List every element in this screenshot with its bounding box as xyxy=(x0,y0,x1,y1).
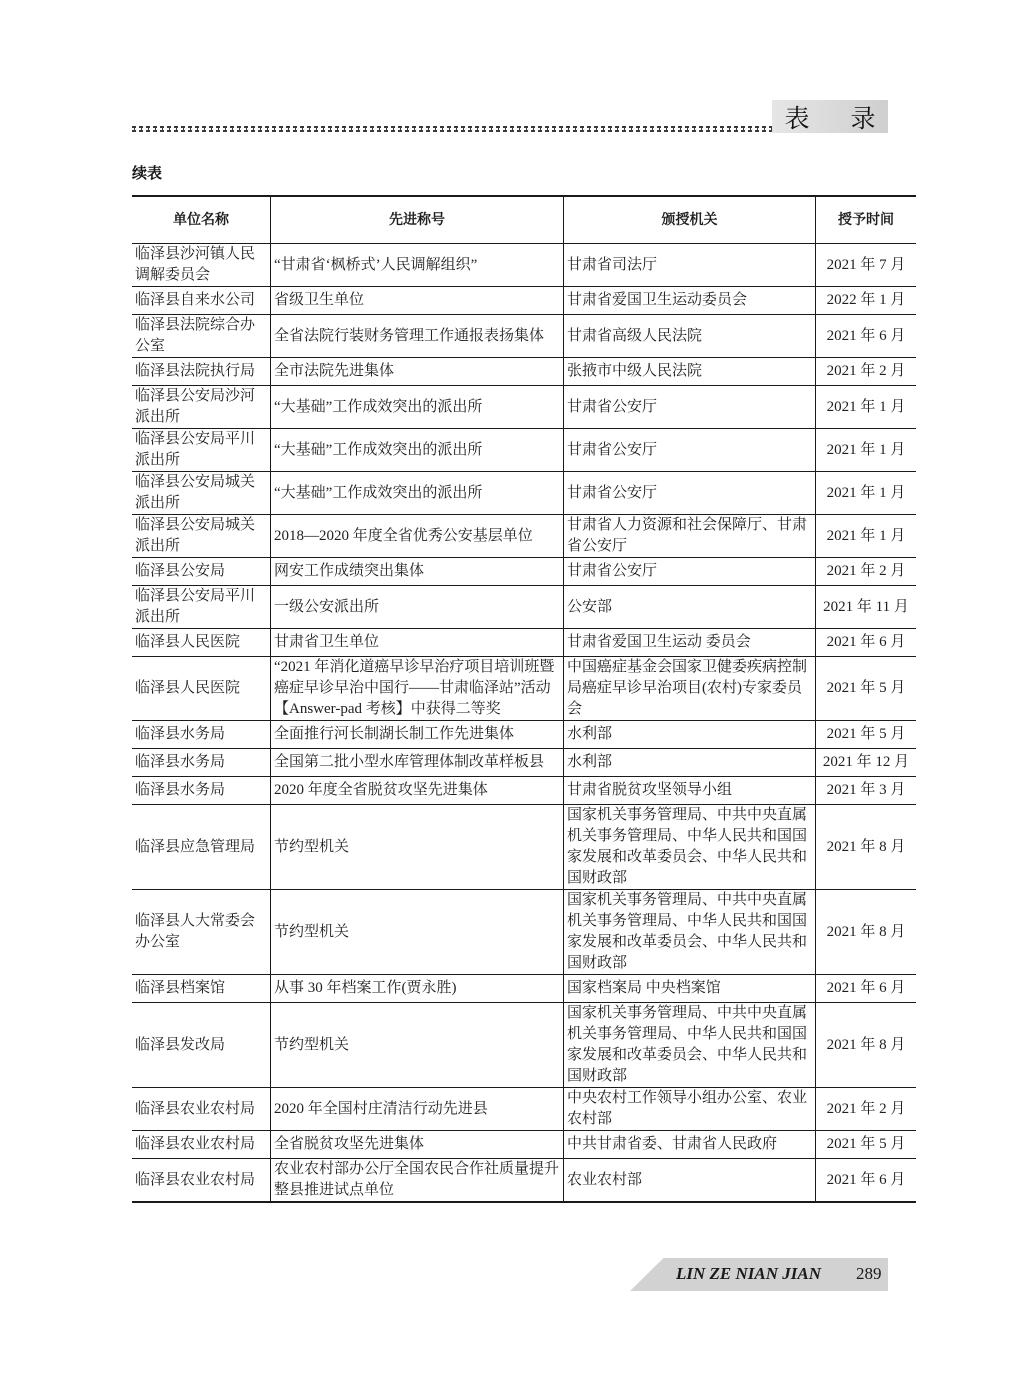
cell-awarding-body: 甘肃省公安厅 xyxy=(564,472,816,515)
table-row xyxy=(132,721,916,749)
cell-award-date: 2021 年 8 月 xyxy=(816,890,917,975)
cell-awarding-body: 甘肃省公安厅 xyxy=(564,429,816,472)
table-header-row xyxy=(132,196,916,244)
column-header-unit-name: 单位名称 xyxy=(132,196,271,244)
footer-page-number: 289 xyxy=(856,1264,882,1283)
cell-unit-name: 临泽县公安局平川派出所 xyxy=(132,429,271,472)
cell-awarding-body: 甘肃省公安厅 xyxy=(564,558,816,586)
cell-award-date: 2021 年 2 月 xyxy=(816,558,917,586)
cell-honor-title: 全省法院行装财务管理工作通报表扬集体 xyxy=(271,315,564,358)
cell-unit-name: 临泽县水务局 xyxy=(132,749,271,777)
cell-awarding-body: 水利部 xyxy=(564,721,816,749)
cell-honor-title: “大基础”工作成效突出的派出所 xyxy=(271,472,564,515)
header-decoration-line xyxy=(132,126,772,132)
cell-award-date: 2021 年 12 月 xyxy=(816,749,917,777)
cell-honor-title: 2018—2020 年度全省优秀公安基层单位 xyxy=(271,515,564,558)
cell-honor-title: 节约型机关 xyxy=(271,805,564,890)
cell-honor-title: 网安工作成绩突出集体 xyxy=(271,558,564,586)
cell-award-date: 2021 年 8 月 xyxy=(816,805,917,890)
cell-award-date: 2021 年 6 月 xyxy=(816,629,917,657)
cell-honor-title: 农业农村部办公厅全国农民合作社质量提升整县推进试点单位 xyxy=(271,1159,564,1203)
footer-running-title: LIN ZE NIAN JIAN xyxy=(676,1264,821,1283)
cell-award-date: 2021 年 1 月 xyxy=(816,472,917,515)
table-row xyxy=(132,749,916,777)
cell-awarding-body: 国家机关事务管理局、中共中央直属机关事务管理局、中华人民共和国国家发展和改革委员会、中华人民共和国财政部 xyxy=(564,890,816,975)
table-row xyxy=(132,1088,916,1131)
table-continued-label: 续表 xyxy=(132,164,163,182)
cell-award-date: 2021 年 2 月 xyxy=(816,358,917,386)
table-row xyxy=(132,1131,916,1159)
cell-unit-name: 临泽县公安局城关派出所 xyxy=(132,472,271,515)
cell-unit-name: 临泽县应急管理局 xyxy=(132,805,271,890)
cell-honor-title: 甘肃省卫生单位 xyxy=(271,629,564,657)
cell-awarding-body: 公安部 xyxy=(564,586,816,629)
cell-unit-name: 临泽县农业农村局 xyxy=(132,1131,271,1159)
cell-honor-title: “大基础”工作成效突出的派出所 xyxy=(271,429,564,472)
cell-honor-title: 全市法院先进集体 xyxy=(271,358,564,386)
table-row xyxy=(132,890,916,975)
cell-unit-name: 临泽县档案馆 xyxy=(132,975,271,1003)
cell-award-date: 2021 年 11 月 xyxy=(816,586,917,629)
cell-unit-name: 临泽县人大常委会办公室 xyxy=(132,890,271,975)
cell-award-date: 2021 年 1 月 xyxy=(816,515,917,558)
cell-award-date: 2021 年 1 月 xyxy=(816,386,917,429)
cell-unit-name: 临泽县人民医院 xyxy=(132,629,271,657)
cell-honor-title: 2020 年全国村庄清洁行动先进县 xyxy=(271,1088,564,1131)
cell-unit-name: 临泽县法院执行局 xyxy=(132,358,271,386)
table-row xyxy=(132,805,916,890)
table-row xyxy=(132,287,916,315)
cell-award-date: 2021 年 6 月 xyxy=(816,315,917,358)
cell-award-date: 2021 年 6 月 xyxy=(816,1159,917,1203)
cell-awarding-body: 甘肃省爱国卫生运动委员会 xyxy=(564,287,816,315)
table-row xyxy=(132,515,916,558)
cell-award-date: 2021 年 2 月 xyxy=(816,1088,917,1131)
cell-unit-name: 临泽县沙河镇人民调解委员会 xyxy=(132,244,271,287)
cell-awarding-body: 甘肃省脱贫攻坚领导小组 xyxy=(564,777,816,805)
cell-awarding-body: 甘肃省高级人民法院 xyxy=(564,315,816,358)
cell-unit-name: 临泽县公安局平川派出所 xyxy=(132,586,271,629)
page-header-title: 表 录 xyxy=(784,103,884,133)
column-header-awarding-body: 颁授机关 xyxy=(564,196,816,244)
cell-honor-title: 节约型机关 xyxy=(271,890,564,975)
cell-awarding-body: 国家机关事务管理局、中共中央直属机关事务管理局、中华人民共和国国家发展和改革委员会、中华人民共和国财政部 xyxy=(564,805,816,890)
table-row xyxy=(132,386,916,429)
cell-awarding-body: 国家机关事务管理局、中共中央直属机关事务管理局、中华人民共和国国家发展和改革委员会、中华人民共和国财政部 xyxy=(564,1003,816,1088)
table-row xyxy=(132,429,916,472)
cell-honor-title: 全面推行河长制湖长制工作先进集体 xyxy=(271,721,564,749)
table-row xyxy=(132,558,916,586)
table-row xyxy=(132,358,916,386)
cell-award-date: 2021 年 1 月 xyxy=(816,429,917,472)
section-title-box xyxy=(772,100,888,133)
cell-award-date: 2021 年 6 月 xyxy=(816,975,917,1003)
cell-awarding-body: 水利部 xyxy=(564,749,816,777)
table-row xyxy=(132,777,916,805)
table-row xyxy=(132,315,916,358)
cell-unit-name: 临泽县公安局 xyxy=(132,558,271,586)
cell-awarding-body: 国家档案局 中央档案馆 xyxy=(564,975,816,1003)
cell-honor-title: 全省脱贫攻坚先进集体 xyxy=(271,1131,564,1159)
cell-awarding-body: 甘肃省司法厅 xyxy=(564,244,816,287)
awards-table xyxy=(132,195,916,1203)
cell-unit-name: 临泽县公安局沙河派出所 xyxy=(132,386,271,429)
cell-honor-title: “甘肃省‘枫桥式’人民调解组织” xyxy=(271,244,564,287)
cell-award-date: 2021 年 3 月 xyxy=(816,777,917,805)
cell-award-date: 2021 年 8 月 xyxy=(816,1003,917,1088)
column-header-honor-title: 先进称号 xyxy=(271,196,564,244)
cell-award-date: 2021 年 5 月 xyxy=(816,721,917,749)
cell-awarding-body: 中共甘肃省委、甘肃省人民政府 xyxy=(564,1131,816,1159)
cell-honor-title: 2020 年度全省脱贫攻坚先进集体 xyxy=(271,777,564,805)
cell-honor-title: 全国第二批小型水库管理体制改革样板县 xyxy=(271,749,564,777)
table-row xyxy=(132,472,916,515)
cell-award-date: 2022 年 1 月 xyxy=(816,287,917,315)
table-row xyxy=(132,975,916,1003)
cell-unit-name: 临泽县农业农村局 xyxy=(132,1159,271,1203)
cell-awarding-body: 中国癌症基金会国家卫健委疾病控制局癌症早诊早治项目(农村)专家委员会 xyxy=(564,657,816,721)
cell-unit-name: 临泽县农业农村局 xyxy=(132,1088,271,1131)
cell-award-date: 2021 年 5 月 xyxy=(816,657,917,721)
cell-honor-title: 从事 30 年档案工作(贾永胜) xyxy=(271,975,564,1003)
cell-award-date: 2021 年 7 月 xyxy=(816,244,917,287)
cell-awarding-body: 农业农村部 xyxy=(564,1159,816,1203)
table-row xyxy=(132,629,916,657)
table-row xyxy=(132,1003,916,1088)
table-row xyxy=(132,244,916,287)
cell-honor-title: “2021 年消化道癌早诊早治疗项目培训班暨癌症早诊早治中国行——甘肃临泽站”活动【Answer-pad 考核】中获得二等奖 xyxy=(271,657,564,721)
table-row xyxy=(132,657,916,721)
cell-unit-name: 临泽县自来水公司 xyxy=(132,287,271,315)
cell-awarding-body: 张掖市中级人民法院 xyxy=(564,358,816,386)
cell-honor-title: 省级卫生单位 xyxy=(271,287,564,315)
column-header-award-date: 授予时间 xyxy=(816,196,917,244)
cell-awarding-body: 甘肃省公安厅 xyxy=(564,386,816,429)
table-row xyxy=(132,1159,916,1203)
cell-unit-name: 临泽县发改局 xyxy=(132,1003,271,1088)
cell-honor-title: 一级公安派出所 xyxy=(271,586,564,629)
cell-honor-title: 节约型机关 xyxy=(271,1003,564,1088)
cell-unit-name: 临泽县人民医院 xyxy=(132,657,271,721)
cell-unit-name: 临泽县水务局 xyxy=(132,777,271,805)
cell-awarding-body: 中央农村工作领导小组办公室、农业农村部 xyxy=(564,1088,816,1131)
cell-unit-name: 临泽县法院综合办公室 xyxy=(132,315,271,358)
cell-award-date: 2021 年 5 月 xyxy=(816,1131,917,1159)
cell-awarding-body: 甘肃省人力资源和社会保障厅、甘肃省公安厅 xyxy=(564,515,816,558)
cell-unit-name: 临泽县公安局城关派出所 xyxy=(132,515,271,558)
cell-unit-name: 临泽县水务局 xyxy=(132,721,271,749)
cell-awarding-body: 甘肃省爱国卫生运动 委员会 xyxy=(564,629,816,657)
table-row xyxy=(132,586,916,629)
cell-honor-title: “大基础”工作成效突出的派出所 xyxy=(271,386,564,429)
